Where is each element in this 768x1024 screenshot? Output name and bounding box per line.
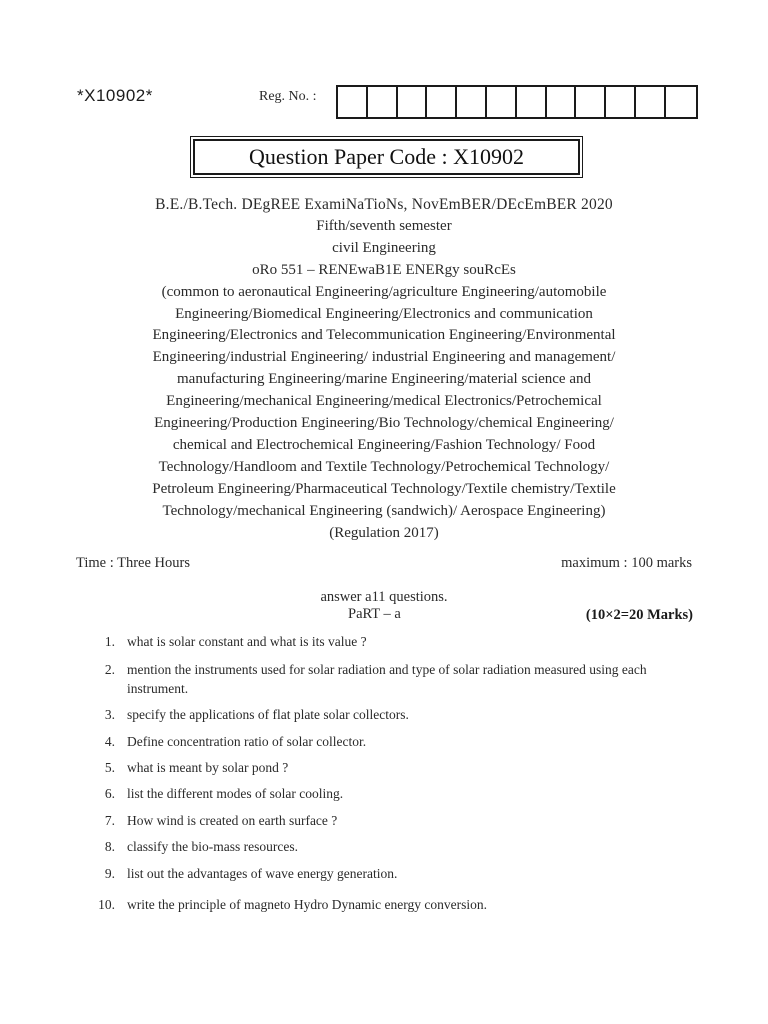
reg-no-digit-box[interactable] [547,87,577,117]
degree-line: B.E./B.Tech. DEgREE ExamiNaTioNs, NovEmBER/DEcEmBER 2020 [155,196,613,213]
common-to-line: Engineering/Biomedical Engineering/Electronics and communication [175,305,593,322]
common-to-line: Petroleum Engineering/Pharmaceutical Technology/Textile chemistry/Textile [152,480,616,497]
question-text: mention the instruments used for solar radiation and type of solar radiation measured using each instrument. [127,662,647,696]
common-to-line: (common to aeronautical Engineering/agriculture Engineering/automobile [161,283,607,300]
question-text: what is solar constant and what is its value ? [127,634,367,649]
question-number: 8. [104,839,115,854]
common-to-line: manufacturing Engineering/marine Engineering/material science and [177,371,591,388]
reg-no-digit-box[interactable] [487,87,517,117]
question-number: 1. [104,634,115,649]
exam-header [60,194,708,545]
department-line: civil Engineering [332,239,436,256]
question-text: classify the bio-mass resources. [127,839,298,854]
instruction-answer-all: answer a11 questions. [320,589,448,605]
part-a-title: PaRT – a [348,606,401,622]
reg-no-digit-box[interactable] [427,87,457,117]
question-text: Define concentration ratio of solar collector. [127,734,367,749]
question-number: 2. [104,662,115,677]
question-text: list the different modes of solar cooling. [127,786,344,801]
reg-no-digit-box[interactable] [517,87,547,117]
reg-no-digit-box[interactable] [576,87,606,117]
common-to-line: chemical and Electrochemical Engineering/Fashion Technology/ Food [172,436,596,453]
question-text: How wind is created on earth surface ? [127,813,338,828]
question-number: 6. [104,786,115,801]
reg-no-digit-box[interactable] [368,87,398,117]
maximum-marks: maximum : 100 marks [561,555,692,571]
common-to-line: Technology/mechanical Engineering (sandwich)/ Aerospace Engineering) [162,502,606,519]
question-text: what is meant by solar pond ? [127,760,289,775]
regulation-line: (Regulation 2017) [329,524,439,541]
paper-code-tag: *X10902* [77,86,153,105]
reg-no-digit-box[interactable] [457,87,487,117]
reg-no-label: Reg. No. : [259,89,317,104]
part-a-marks: (10×2=20 Marks) [585,607,693,623]
semester-line: Fifth/seventh semester [316,217,452,234]
common-to-line: Engineering/mechanical Engineering/medical Electronics/Petrochemical [166,393,602,410]
question-number: 9. [104,866,115,881]
question-text: write the principle of magneto Hydro Dynamic energy conversion. [127,897,488,912]
question-number: 7. [104,813,115,828]
reg-no-digit-box[interactable] [666,87,696,117]
question-number: 10. [98,897,115,912]
common-to-line: Engineering/industrial Engineering/ industrial Engineering and management/ [152,349,616,366]
common-to-line: Engineering/Electronics and Telecommunication Engineering/Environmental [152,327,616,344]
question-number: 3. [104,707,115,722]
reg-no-boxes[interactable] [336,85,698,119]
question-text: specify the applications of flat plate solar collectors. [127,707,409,722]
time-duration: Time : Three Hours [76,555,190,571]
question-number: 5. [104,760,115,775]
question-text: list out the advantages of wave energy generation. [127,866,398,881]
reg-no-digit-box[interactable] [338,87,368,117]
reg-no-digit-box[interactable] [606,87,636,117]
reg-no-digit-box[interactable] [636,87,666,117]
question-paper-code: Question Paper Code : X10902 [193,139,580,175]
common-to-line: Engineering/Production Engineering/Bio Technology/chemical Engineering/ [154,415,614,432]
subject-line: oRo 551 – RENEwaB1E ENERgy souRcEs [252,261,516,278]
common-to-line: Technology/Handloom and Textile Technology/Petrochemical Technology/ [158,458,610,475]
question-number: 4. [104,734,115,749]
reg-no-digit-box[interactable] [398,87,428,117]
